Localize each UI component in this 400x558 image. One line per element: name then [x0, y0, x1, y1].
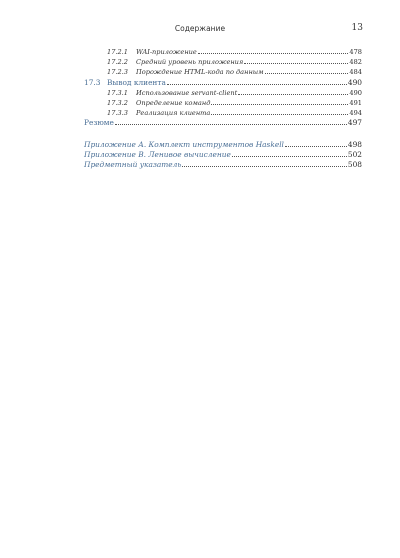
toc-entry-page: 478	[349, 48, 362, 56]
toc-entry-title[interactable]: Предметный указатель	[84, 160, 182, 169]
toc-entry-number: 17.2.2	[107, 58, 128, 66]
toc-entry-page: 490	[349, 89, 362, 97]
toc-entry-page: 484	[349, 68, 362, 76]
toc-entry-title[interactable]: Средний уровень приложения	[136, 58, 244, 66]
toc-entry[interactable]	[0, 118, 400, 128]
dot-leader	[244, 57, 348, 64]
dot-leader	[211, 98, 348, 105]
toc-entry-number: 17.2.1	[107, 48, 128, 56]
toc-entry-line	[84, 160, 362, 170]
toc-entry-title[interactable]: Порождение HTML-кода по данным	[136, 68, 264, 76]
toc-entry[interactable]	[0, 108, 400, 118]
toc-entry-number: 17.2.3	[107, 68, 128, 76]
toc-entry-number: 17.3.1	[107, 89, 128, 97]
toc-entry-title[interactable]: Приложение В. Ленивое вычисление	[84, 150, 231, 159]
toc-entry-line	[136, 108, 362, 118]
toc-entry-page: 482	[349, 58, 362, 66]
toc-entry-page: 502	[347, 150, 362, 159]
dot-leader	[182, 160, 346, 167]
dot-leader	[265, 67, 349, 74]
toc-entry-title[interactable]: WAI-приложение	[136, 48, 197, 56]
toc-entry[interactable]	[0, 140, 400, 150]
toc-entry-line	[136, 67, 362, 77]
dot-leader	[115, 118, 347, 125]
dot-leader	[198, 47, 349, 54]
toc-entry-page: 508	[347, 160, 362, 169]
toc-entry-page: 498	[347, 140, 362, 149]
toc-entry-line	[107, 78, 362, 88]
toc-entry-page: 491	[349, 99, 362, 107]
toc-entry-number: 17.3	[84, 77, 101, 87]
dot-leader	[232, 150, 347, 157]
toc-entry-title[interactable]: Приложение А. Комплект инструментов Haskell	[84, 140, 284, 149]
toc-entry-page: 494	[349, 109, 362, 117]
toc-entry-title[interactable]: Вывод клиента	[107, 77, 166, 87]
dot-leader	[167, 78, 347, 85]
toc-entry-line	[136, 57, 362, 67]
dot-leader	[211, 108, 348, 115]
running-title: Содержание	[174, 24, 226, 33]
dot-leader	[238, 88, 348, 95]
toc-entry[interactable]	[0, 57, 400, 67]
toc-entry-line	[136, 98, 362, 108]
toc-entry-page: 490	[347, 77, 362, 87]
dot-leader	[285, 140, 347, 147]
toc-entry-title[interactable]: Определение команд	[136, 99, 211, 107]
toc-entry-line	[84, 140, 362, 150]
toc-entry-title[interactable]: Резюме	[84, 118, 114, 127]
toc-entry[interactable]	[0, 160, 400, 170]
toc-entry-line	[84, 118, 362, 128]
page-number: 13	[351, 23, 363, 33]
toc-entry[interactable]	[0, 150, 400, 160]
toc-entry-number: 17.3.2	[107, 99, 128, 107]
toc-entry-title[interactable]: Реализация клиента	[136, 109, 211, 117]
page-header	[0, 24, 400, 38]
toc-entry-page: 497	[347, 118, 362, 127]
toc-entry[interactable]	[0, 98, 400, 108]
toc-entry-line	[136, 88, 362, 98]
toc-entry-line	[136, 47, 362, 57]
toc-entry[interactable]	[0, 67, 400, 77]
toc-entry-number: 17.3.3	[107, 109, 128, 117]
toc-entry-title[interactable]: Использование servant-client	[136, 89, 238, 97]
toc-entry-line	[84, 150, 362, 160]
toc-entry[interactable]	[0, 88, 400, 98]
toc-entry[interactable]	[0, 47, 400, 57]
toc-entry[interactable]	[0, 78, 400, 88]
